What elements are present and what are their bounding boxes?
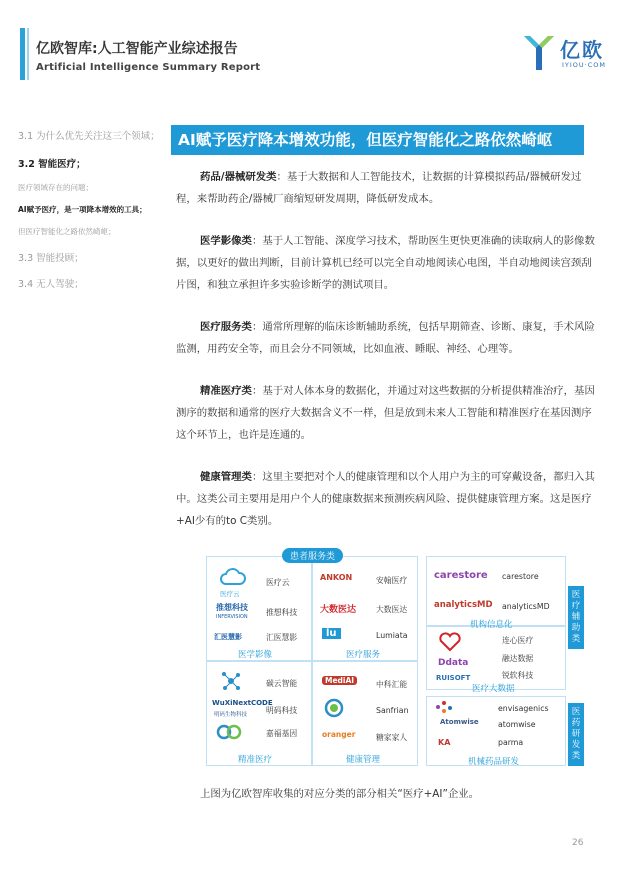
iyiou-logo-icon — [522, 32, 556, 72]
side-tab-assist: 医疗辅助类 — [568, 586, 584, 649]
company-name: 锐软科技 — [502, 671, 534, 680]
group-label-research: 机械药品研发 — [468, 757, 520, 767]
cloud-icon — [220, 566, 246, 588]
company-name: 连心医疗 — [502, 636, 534, 645]
company-name: parma — [498, 738, 524, 747]
paragraph-text: ：基于大数据和人工智能技术，让数据的计算模拟药品/器械研发过程，来帮助药企/器械厂商缩短研发周期，降低研发成本。 — [176, 171, 582, 205]
logo-label: 大数医达 — [320, 605, 357, 615]
logo-domain: IYIOU·COM — [562, 61, 607, 69]
group-label-imaging: 医学影像 — [238, 650, 273, 660]
logo-label: 推想科技 — [216, 603, 248, 612]
page-number: 26 — [572, 838, 584, 848]
company-name: 汇医慧影 — [266, 633, 298, 642]
company-name: analyticsMD — [502, 602, 550, 611]
logo-label: INFERVISION — [216, 614, 248, 620]
figure-caption: 上图为亿欧智库收集的对应分类的部分相关“医疗+AI”企业。 — [200, 788, 480, 800]
company-name: 大数医达 — [376, 605, 408, 614]
logo-label: KA — [438, 738, 451, 747]
paragraph-text: ：通常所理解的临床诊断辅助系统，包括早期筛查、诊断、康复，手术风险监测，用药安全等，而且会分不同领域，比如血液、睡眠、神经、心理等。 — [176, 321, 595, 355]
header-accent-bar — [20, 28, 25, 80]
molecule-icon — [220, 670, 242, 692]
sidebar-item-3-3[interactable]: 3.3 智能投顾； — [18, 253, 84, 264]
header-accent-bar-light — [27, 28, 29, 80]
leaf-logo-icon — [324, 698, 344, 718]
company-name: envisagenics — [498, 704, 549, 713]
logo-label: 医疗云 — [220, 590, 240, 598]
sidebar-subitem-problems[interactable]: 医疗领域存在的问题； — [18, 183, 93, 192]
group-label-precision: 精准医疗 — [238, 755, 273, 765]
paragraph-health — [176, 466, 596, 532]
company-name: 医疗云 — [266, 578, 290, 587]
logo-label: carestore — [434, 570, 488, 581]
logo-label: WuXiNextCODE — [212, 699, 273, 707]
logo-label: 汇医慧影 — [214, 633, 242, 641]
sidebar-item-3-4[interactable]: 3.4 无人驾驶； — [18, 279, 84, 290]
company-name: 中科汇能 — [376, 680, 408, 689]
company-name: 糖家家人 — [376, 733, 408, 742]
company-name: 推想科技 — [266, 608, 298, 617]
group-label-health: 健康管理 — [346, 755, 381, 765]
gene-logo-icon — [216, 724, 242, 740]
sidebar-subitem-ai-tool[interactable]: AI赋予医疗，是一项降本增效的工具； — [18, 205, 147, 214]
logo-label: lu — [322, 628, 341, 639]
logo-label: 明码生物科技 — [214, 712, 248, 718]
paragraph-imaging — [176, 230, 596, 296]
company-name: Lumiata — [376, 631, 408, 640]
company-name: Sanfrian — [376, 706, 409, 715]
paragraph-service — [176, 316, 596, 360]
company-name: 明码科技 — [266, 706, 298, 715]
logo-label: oranger — [322, 730, 356, 739]
term: 健康管理类 — [200, 471, 252, 483]
paragraph-text: ：这里主要把对个人的健康管理和以个人用户为主的可穿戴设备，都归入其中。这类公司主要用是用户个人的健康数据来预测疾病风险、提供健康管理方案。这是医疗+AI少有的to C类别。 — [176, 471, 595, 527]
sidebar-item-3-1[interactable]: 3.1 为什么优先关注这三个领域； — [18, 131, 160, 142]
logo-text: 亿欧 — [560, 38, 604, 62]
logo-label: Atomwise — [440, 718, 479, 726]
logo-label: analyticsMD — [434, 600, 493, 610]
term: 医疗服务类 — [200, 321, 252, 333]
patient-services-pill: 患者服务类 — [282, 548, 343, 563]
paragraph-drug-device — [176, 166, 596, 210]
logo-label: RUISOFT — [436, 674, 471, 682]
logo-label: ANKON — [320, 573, 353, 582]
medical-ai-company-map — [206, 548, 586, 770]
company-name: 碳云智能 — [266, 679, 298, 688]
term: 药品/器械研发类 — [200, 171, 277, 183]
info-group — [426, 556, 566, 626]
paragraph-precision — [176, 380, 596, 446]
heart-logo-icon — [438, 632, 462, 652]
term: 精准医疗类 — [200, 385, 252, 397]
report-subtitle: Artificial Intelligence Summary Report — [36, 62, 261, 73]
paragraph-text: ：基于人工智能、深度学习技术，帮助医生更快更准确的读取病人的影像数据，以更好的做出判断，目前计算机已经可以完全自动地阅读心电图，半自动地阅读宫颈刮片图，和独立承担许多实验诊断学的测试项目。 — [176, 235, 595, 291]
network-logo-icon — [434, 700, 454, 714]
sidebar-subitem-rough-road[interactable]: 但医疗智能化之路依然崎岖； — [18, 227, 116, 236]
company-name: atomwise — [498, 720, 536, 729]
company-name: 融达数据 — [502, 654, 534, 663]
company-name: 安翰医疗 — [376, 576, 408, 585]
group-label-info: 机构信息化 — [470, 620, 513, 630]
term: 医学影像类 — [200, 235, 252, 247]
iyiou-logo — [522, 32, 612, 76]
company-name: carestore — [502, 572, 539, 581]
logo-label: MediAI — [322, 676, 357, 685]
logo-label: Ddata — [438, 658, 469, 668]
group-label-bigdata: 医疗大数据 — [472, 684, 515, 694]
section-heading: AI赋予医疗降本增效功能，但医疗智能化之路依然崎岖 — [171, 125, 584, 155]
paragraph-text: ：基于对人体本身的数据化，并通过对这些数据的分析提供精准治疗，基因测序的数据和通常的医疗大数据含义不一样，但是放到未来人工智能和精准医疗在基因测序这个环节上，也许是连通的。 — [176, 385, 595, 441]
side-tab-research: 医药研发类 — [568, 703, 584, 766]
sidebar-item-3-2[interactable]: 3.2 智能医疗； — [18, 159, 86, 170]
company-name: 嘉福基因 — [266, 729, 298, 738]
report-title: 亿欧智库:人工智能产业综述报告 — [36, 41, 238, 57]
group-label-service: 医疗服务 — [346, 650, 381, 660]
